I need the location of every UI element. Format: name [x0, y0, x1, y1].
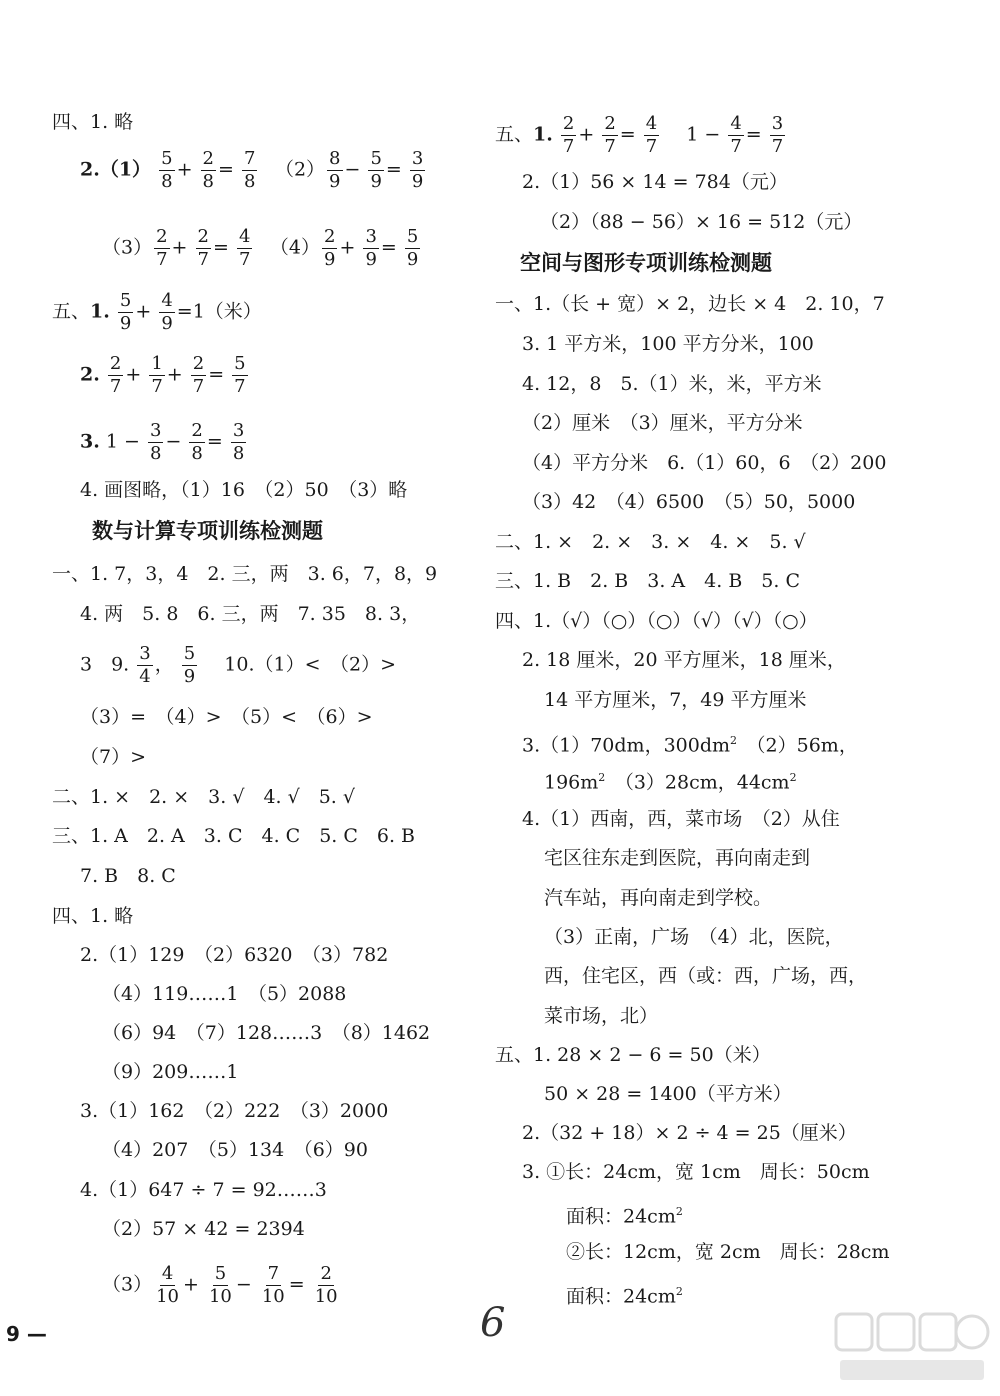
g4-2-line2: 14 平方厘米，7，49 平方厘米: [544, 689, 807, 711]
g4-4-line6: 菜市场，北）: [544, 1005, 659, 1027]
c4-2-line1: 2.（1）129 （2）6320 （3）782: [80, 944, 389, 966]
c2-judgement: 二、1. × 2. × 3. √ 4. √ 5. √: [52, 786, 355, 808]
r5-2-line1: 2.（1）56 × 14 = 784（元）: [522, 171, 788, 193]
section-title-geometry: 空间与图形专项训练检测题: [520, 251, 772, 275]
c1-line5: （7）>: [80, 746, 147, 768]
g2-judgement: 二、1. × 2. × 3. × 4. × 5. √: [495, 531, 806, 553]
g4-4-line5: 西，住宅区，西（或：西，广场，西，: [544, 965, 868, 987]
g5-2: 2.（32 + 18）× 2 ÷ 4 = 25（厘米）: [522, 1122, 857, 1144]
q5-2: 2. $\frac{2}{7}$ + $\frac{1}{7}$ + $\frac{2}{7}$ = $\frac{5}{7}$: [80, 353, 246, 397]
g4-1: 四、1.（√）（○）（○）（√）（√）（○）: [495, 610, 818, 632]
q4-2-part2: （3） $\frac{2}{7}$ + $\frac{2}{7}$ = $\frac{4}{7}$ （4） $\frac{2}{9}$ + $\frac{3}{9}$ = $\frac{5}{9}$: [102, 226, 419, 270]
c4-1: 四、1. 略: [52, 905, 134, 927]
g4-2-line1: 2. 18 厘米，20 平方厘米，18 厘米，: [522, 649, 846, 671]
c1-line1: 一、1. 7，3，4 2. 三，两 3. 6，7，8，9: [52, 563, 438, 585]
section-title-calculation: 数与计算专项训练检测题: [92, 519, 323, 543]
c4-2-line3: （6）94 （7）128……3 （8）1462: [102, 1022, 431, 1044]
c3-choice-2: 7. B 8. C: [80, 865, 176, 887]
c4-2-line2: （4）119……1 （5）2088: [102, 983, 347, 1005]
g1-line5: （4）平方分米 6.（1）60，6 （2）200: [522, 452, 887, 474]
c4-4-line2: （2）57 × 42 = 2394: [102, 1218, 305, 1240]
page-number: 9 —: [6, 1322, 47, 1346]
g4-3-line1: 3.（1）70dm，$300dm^2$ （2）56m，: [522, 734, 858, 757]
c4-3-line2: （4）207 （5）134 （6）90: [102, 1139, 368, 1161]
c4-2-line4: （9）209……1: [102, 1061, 239, 1083]
c1-line4: （3）= （4）> （5）< （6）>: [80, 706, 373, 728]
r5-1: 五、1. $\frac{2}{7}$ + $\frac{2}{7}$ = $\frac{4}{7}$ 1 − $\frac{4}{7}$ = $\frac{3}{7}$: [495, 113, 784, 157]
c4-3-line1: 3.（1）162 （2）222 （3）2000: [80, 1100, 389, 1122]
g1-line6: （3）42 （4）6500 （5）50，5000: [522, 491, 856, 513]
g1-line2: 3. 1 平方米，100 平方分米，100: [522, 333, 814, 355]
g4-4-line3: 汽车站，再向南走到学校。: [544, 887, 773, 909]
q4-2-part1: 2.（1） $\frac{5}{8}$ + $\frac{2}{8}$ = $\frac{7}{8}$ （2） $\frac{8}{9}$ − $\frac{5}{9}$ = $\frac{3}{9}$: [80, 148, 424, 192]
g5-3-line1: 3. ①长：24cm，宽 1cm 周长：50cm: [522, 1161, 870, 1183]
q5-4: 4. 画图略，（1）16 （2）50 （3）略: [80, 479, 408, 501]
q5-1: 五、1. $\frac{5}{9}$ + $\frac{4}{9}$ =1（米）: [52, 290, 262, 334]
c3-choice: 三、1. A 2. A 3. C 4. C 5. C 6. B: [52, 825, 416, 847]
g5-3-line2: 面积：$24cm^2$: [566, 1205, 683, 1228]
c1-line2: 4. 两 5. 8 6. 三，两 7. 35 8. 3，: [80, 603, 421, 625]
g1-line1: 一、1.（长 + 宽）× 2，边长 × 4 2. 10，7: [495, 293, 885, 315]
g4-4-line4: （3）正南，广场 （4）北，医院，: [544, 926, 844, 948]
g4-3-line2: $196m^2$ （3）28cm，$44cm^2$: [544, 771, 797, 794]
c1-line3: 3 9. $\frac{3}{4}$ ， $\frac{5}{9}$ 10.（1）< （2）>: [80, 643, 396, 687]
g5-3-line4: 面积：$24cm^2$: [566, 1285, 683, 1308]
g4-4-line2: 宅区往东走到医院，再向南走到: [544, 847, 811, 869]
g5-3-line3: ②长：12cm，宽 2cm 周长：28cm: [566, 1241, 890, 1263]
q4-1: 四、1. 略: [52, 111, 134, 133]
handwritten-mark: 6: [480, 1300, 506, 1346]
r5-2-line2: （2）（88 − 56）× 16 = 512（元）: [540, 211, 863, 233]
c4-4-line3: （3） $\frac{4}{10}$ + $\frac{5}{10}$ − $\frac{7}{10}$ = $\frac{2}{10}$: [102, 1263, 338, 1307]
q5-3: 3. 1 − $\frac{3}{8}$ − $\frac{2}{8}$ = $\frac{3}{8}$: [80, 420, 245, 464]
g5-1-line2: 50 × 28 = 1400（平方米）: [544, 1083, 792, 1105]
g4-4-line1: 4.（1）西南，西，菜市场 （2）从住: [522, 808, 840, 830]
watermark-logo-icon: [832, 1308, 992, 1388]
c4-4-line1: 4.（1）647 ÷ 7 = 92……3: [80, 1179, 327, 1201]
g1-line4: （2）厘米 （3）厘米，平方分米: [522, 412, 803, 434]
g1-line3: 4. 12，8 5.（1）米，米，平方米: [522, 373, 822, 395]
g5-1-line1: 五、1. 28 × 2 − 6 = 50（米）: [495, 1044, 771, 1066]
g3-choice: 三、1. B 2. B 3. A 4. B 5. C: [495, 570, 800, 592]
